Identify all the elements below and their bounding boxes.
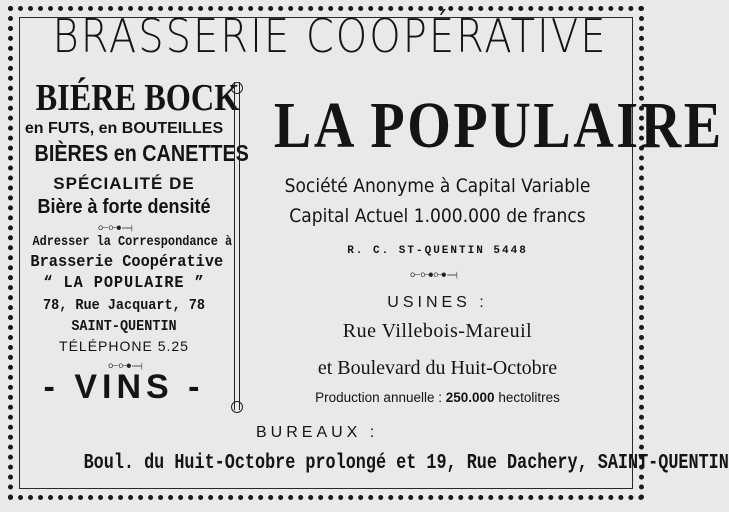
production-value: 250.000 <box>445 390 495 405</box>
city-name: SAINT-QUENTIN <box>71 318 177 335</box>
bureaux-heading: BUREAUX : <box>256 424 379 441</box>
biere-bock-heading: BIÉRE BOCK <box>35 77 240 119</box>
company-name: LA POPULAIRE <box>273 89 724 162</box>
column-divider <box>234 82 240 410</box>
societe-line: Société Anonyme à Capital Variable <box>284 175 591 197</box>
registry-line: R. C. ST-QUENTIN 5448 <box>347 245 528 257</box>
canettes-line: BIÈRES en CANETTES <box>34 140 249 166</box>
production-label: Production annuelle : <box>315 390 442 405</box>
divider-bottom-cap-icon <box>231 401 243 413</box>
production-line <box>245 390 630 405</box>
forte-densite-line: Bière à forte densité <box>37 196 211 218</box>
street-address: 78, Rue Jacquart, 78 <box>42 297 206 314</box>
populaire-quoted: “ LA POPULAIRE ” <box>43 274 205 293</box>
usine-address-1: Rue Villebois-Mareuil <box>342 320 533 342</box>
usines-heading: USINES : <box>387 294 488 311</box>
specialite-line: SPÉCIALITÉ DE <box>53 174 195 193</box>
telephone-line: TÉLÉPHONE 5.25 <box>59 338 189 354</box>
brasserie-name: Brasserie Coopérative <box>30 253 224 272</box>
vins-label: - VINS - <box>43 368 205 406</box>
capital-line: Capital Actuel 1.000.000 de francs <box>289 205 586 227</box>
correspondence-line: Adresser la Correspondance à <box>32 235 233 250</box>
futs-line: en FUTS, en BOUTEILLES <box>24 120 224 137</box>
brewery-title: BRASSERIE COOPÉRATIVE <box>52 10 608 64</box>
flourish-ornament-icon: ⟜⊶⊶⟞ <box>410 266 458 281</box>
bureaux-address: Boul. du Huit-Octobre prolongé et 19, Rue Dachery, SAINT-QUENTIN <box>83 452 729 475</box>
flourish-ornament-icon: ⟜⊶⟞ <box>108 357 143 372</box>
usine-address-2: et Boulevard du Huit-Octobre <box>317 357 558 379</box>
flourish-ornament-icon: ⟜⊶⟞ <box>98 219 133 234</box>
production-unit: hectolitres <box>498 390 560 405</box>
